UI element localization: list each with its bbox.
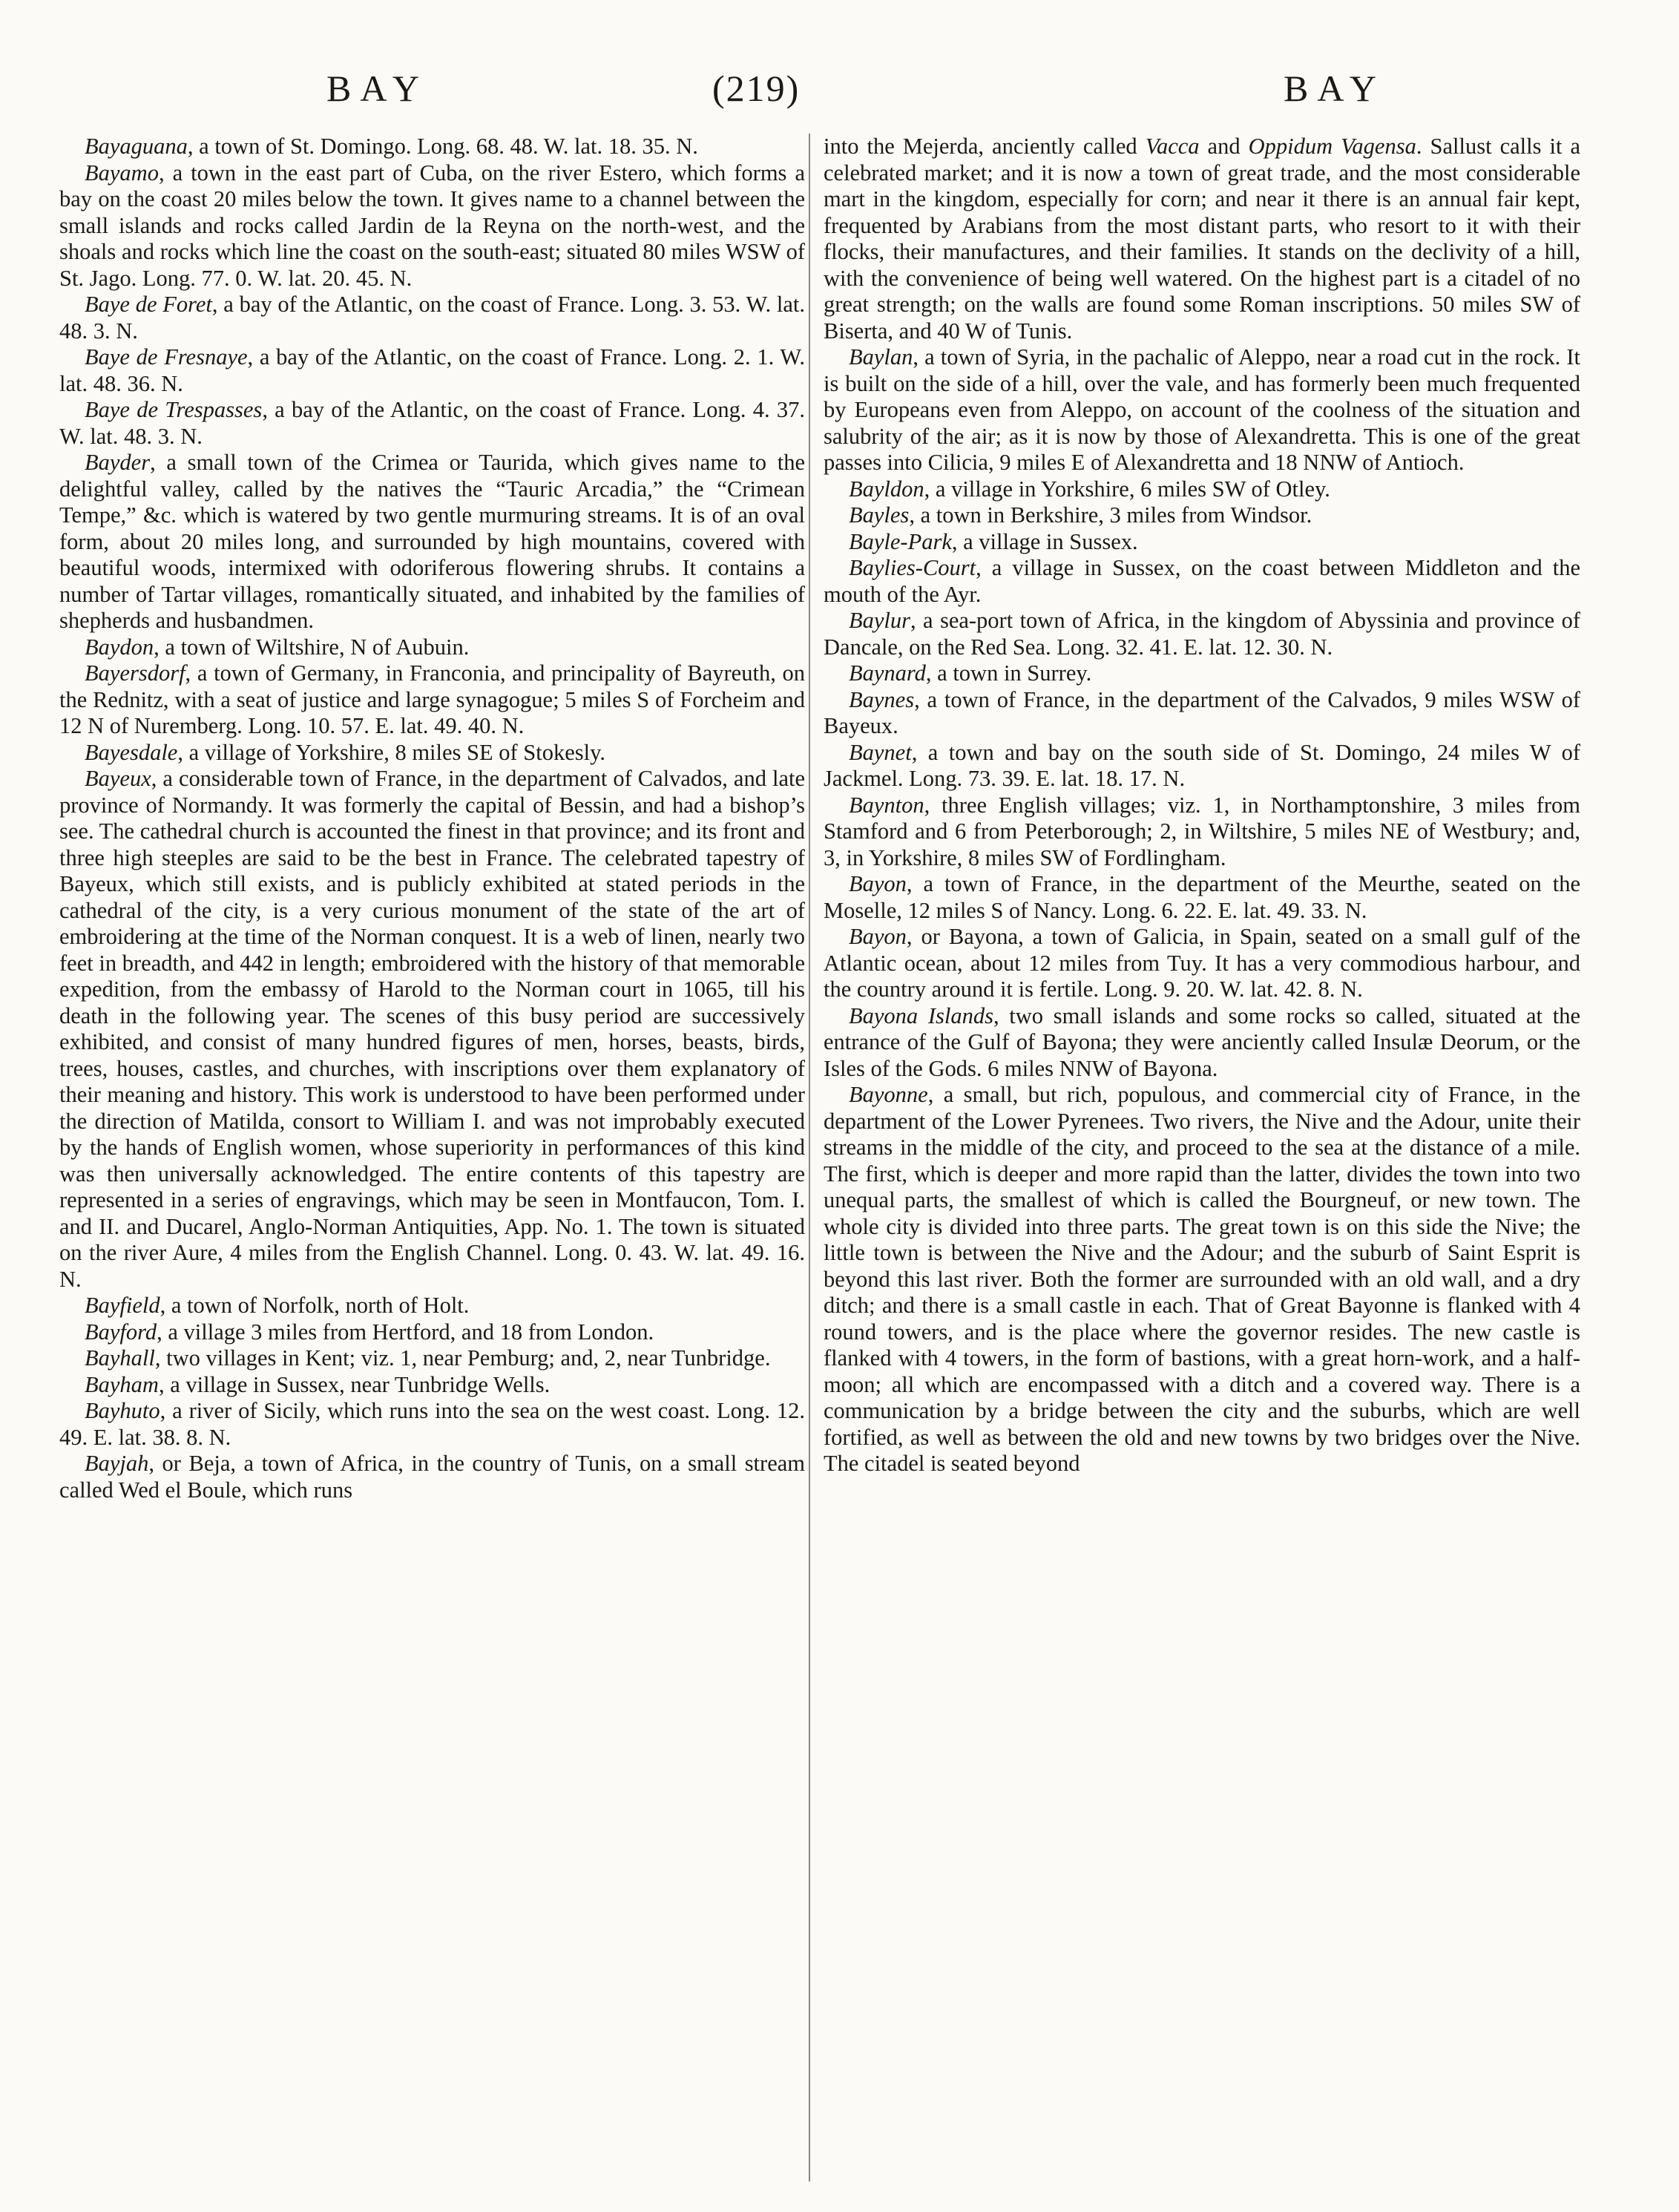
entry-text: , three English villages; viz. 1, in Northamptonshire, 3 miles from Stamford and 6 from Peterborough; 2, in Wiltshire, 5 miles NE of Westbury; and, 3, in Yorkshire, 8 miles SW of Fordlingham. (824, 792, 1580, 870)
entry-text: , a town of St. Domingo. Long. 68. 48. W. lat. 18. 35. N. (187, 134, 698, 159)
gazetteer-entry (824, 1003, 1580, 1083)
gazetteer-entry (59, 634, 805, 661)
entry-headword: Bayon (849, 871, 907, 896)
gazetteer-entry (59, 1372, 805, 1399)
running-head-right: BAY (1284, 68, 1385, 109)
entry-headword: Baynes (849, 686, 915, 712)
entry-text: , a village in Sussex, near Tunbridge Wells. (158, 1371, 551, 1397)
entry-text: , a village 3 miles from Hertford, and 18 from London. (157, 1319, 654, 1345)
entry-headword: Baylan (849, 344, 913, 370)
gazetteer-entry (824, 687, 1580, 740)
entry-text: , or Beja, a town of Africa, in the country of Tunis, on a small stream called Wed el Boule, which runs (59, 1451, 805, 1503)
entry-text: , a town of Norfolk, north of Holt. (160, 1293, 470, 1318)
gazetteer-entry (824, 502, 1580, 529)
gazetteer-entry (824, 555, 1580, 608)
gazetteer-entry (824, 1082, 1580, 1477)
entry-text: , or Bayona, a town of Galicia, in Spain, seated on a small gulf of the Atlantic ocean, about 12 miles from Tuy. It has a very commodious harbour, and the country around it is fertile. Long. 9. 20. W. lat. 42. 8. N. (824, 924, 1580, 1002)
gazetteer-entry (59, 397, 805, 450)
continued-entry: into the Mejerda, anciently called Vacca and Oppidum Vagensa. Sallust calls it a celebrated market; and it is now a town of great trade, and the most considerable mart in the kingdom, especially for corn; and near it there is an annual fair kept, frequented by Arabians from the most distant parts, who resort to it with their flocks, their manufactures, and their families. It stands on the declivity of a hill, with the convenience of being well watered. On the highest part is a citadel of no great strength; on the walls are found some Roman inscriptions. 50 miles SW of Biserta, and 40 W of Tunis. (824, 134, 1580, 344)
entry-headword: Bayldon (849, 476, 924, 502)
entry-headword: Baye de Foret (85, 292, 212, 317)
gazetteer-entry (59, 740, 805, 767)
entry-headword: Bayona Islands (849, 1002, 993, 1028)
entry-headword: Bayham (85, 1371, 159, 1397)
entry-headword: Bayersdorf (85, 660, 185, 686)
gazetteer-entry (59, 450, 805, 634)
entry-text: , a considerable town of France, in the department of Calvados, and late province of Normandy. It was formerly the capital of Bessin, and had a bishop’s see. The cathedral church is accounted the finest in that province; and its front and three high steeples are said to be the best in France. The celebrated tapestry of Bayeux, which still exists, and is publicly exhibited at stated periods in the cathedral of the city, is a very curious monument of the state of the art of embroidering at the time of the Norman conquest. It is a web of linen, nearly two feet in breadth, and 442 in length; embroidered with the history of that memorable expedition, from the embassy of Harold to the Norman court in 1065, till his death in the following year. The scenes of this busy period are successively exhibited, and consist of many hundred figures of men, horses, beasts, birds, trees, houses, castles, and churches, with inscriptions over them explanatory of their meaning and history. This work is understood to have been performed under the direction of Matilda, consort to William I. and was not improbably executed by the hands of English women, whose superiority in performances of this kind was then universally acknowledged. The entire contents of this tapestry are represented in a series of engravings, which may be seen in Montfaucon, Tom. I. and II. and Ducarel, Anglo-Norman Antiquities, App. No. 1. The town is situated on the river Aure, 4 miles from the English Channel. Long. 0. 43. W. lat. 49. 16. N. (59, 766, 805, 1292)
gazetteer-entry (59, 344, 805, 397)
entry-text: , a sea-port town of Africa, in the kingdom of Abyssinia and province of Dancale, on the Red Sea. Long. 32. 41. E. lat. 12. 30. N. (824, 608, 1580, 660)
entry-text: , a town in Berkshire, 3 miles from Windsor. (909, 502, 1312, 528)
entry-headword: Bayon (849, 924, 907, 949)
gazetteer-entry (59, 134, 805, 160)
entry-text: , a village in Yorkshire, 6 miles SW of Otley. (924, 476, 1330, 502)
entry-headword: Baylur (849, 608, 911, 633)
entry-headword: Baylies-Court (849, 555, 976, 580)
entry-text: , a town and bay on the south side of St. Domingo, 24 miles W of Jackmel. Long. 73. 39. E. lat. 18. 17. N. (824, 739, 1580, 791)
gazetteer-entry (824, 792, 1580, 872)
gazetteer-entry (59, 1398, 805, 1451)
entry-text: , a town in the east part of Cuba, on the river Estero, which forms a bay on the coast 20 miles below the town. It gives name to a channel between the small islands and rocks called Jardin de la Reyna on the north-west, and the shoals and rocks which line the coast on the south-east; situated 80 miles WSW of St. Jago. Long. 77. 0. W. lat. 20. 45. N. (59, 160, 805, 291)
gazetteer-entry (824, 476, 1580, 503)
gazetteer-entry (59, 160, 805, 292)
entry-headword: Bayjah (85, 1451, 149, 1476)
entry-headword: Baydon (85, 634, 154, 660)
entry-headword: Bayonne (849, 1082, 928, 1107)
page-header (0, 62, 1679, 129)
column-divider (809, 134, 810, 2182)
entry-headword: Bayder (85, 450, 151, 475)
entry-text: , a bay of the Atlantic, on the coast of France. Long. 2. 1. W. lat. 48. 36. N. (59, 344, 805, 396)
entry-text: , a small town of the Crimea or Taurida, which gives name to the delightful valley, called by the natives the “Tauric Arcadia,” the “Crimean Tempe,” &c. which is watered by two gentle murmuring streams. It is of an oval form, about 20 miles long, and surrounded by high mountains, covered with beautiful woods, intermixed with odoriferous flowering shrubs. It contains a number of Tartar villages, romantically situated, and inhabited by the families of shepherds and husbandmen. (59, 450, 805, 633)
entry-text: , a town in Surrey. (925, 660, 1092, 686)
entry-text: , a town of Germany, in Franconia, and principality of Bayreuth, on the Rednitz, with a seat of justice and large synagogue; 5 miles S of Forcheim and 12 N of Nuremberg. Long. 10. 57. E. lat. 49. 40. N. (59, 660, 805, 738)
entry-headword: Bayhuto (85, 1398, 160, 1423)
running-head-left: BAY (326, 68, 428, 109)
entry-headword: Baye de Fresnaye (85, 344, 248, 370)
entry-text: , a bay of the Atlantic, on the coast of France. Long. 3. 53. W. lat. 48. 3. N. (59, 292, 805, 344)
entry-text: , a town of France, in the department of the Calvados, 9 miles WSW of Bayeux. (824, 686, 1580, 738)
entry-headword: Bayles (849, 502, 910, 528)
entry-text: , a town of France, in the department of the Meurthe, seated on the Moselle, 12 miles S of Nancy. Long. 6. 22. E. lat. 49. 33. N. (824, 871, 1580, 923)
gazetteer-entry (59, 1319, 805, 1346)
gazetteer-entry (824, 871, 1580, 924)
entry-headword: Bayeux (85, 766, 151, 791)
entry-headword: Baynard (849, 660, 926, 686)
entry-headword: Bayford (85, 1319, 157, 1345)
entry-headword: Bayamo (85, 160, 159, 186)
gazetteer-entry (824, 344, 1580, 476)
gazetteer-entry (824, 924, 1580, 1003)
gazetteer-entry (59, 1345, 805, 1372)
gazetteer-entry (59, 766, 805, 1293)
gazetteer-entry (59, 1293, 805, 1319)
gazetteer-entry (59, 660, 805, 740)
gazetteer-entry (59, 1451, 805, 1503)
entry-text: , a bay of the Atlantic, on the coast of France. Long. 4. 37. W. lat. 48. 3. N. (59, 397, 805, 449)
gazetteer-entry (59, 292, 805, 344)
entry-text: , a village in Sussex, on the coast between Middleton and the mouth of the Ayr. (824, 555, 1580, 607)
entry-text: , a small, but rich, populous, and commercial city of France, in the department of the Lower Pyrenees. Two rivers, the Nive and the Adour, unite their streams in the middle of the city, and proceed to the sea at the distance of a mile. The first, which is deeper and more rapid than the latter, divides the town into two unequal parts, the smallest of which is called the Bourgneuf, or new town. The whole city is divided into three parts. The great town is on this side the Nive; the little town is between the Nive and the Adour; and the suburb of Saint Esprit is beyond this last river. Both the former are surrounded with an old wall, and a dry ditch; and there is a small castle in each. That of Great Bayonne is flanked with 4 round towers, and is the place where the governor resides. The new castle is flanked with 4 towers, in the form of bastions, with a great horn-work, and a half-moon; all which are encompassed with a ditch and a covered way. There is a communication by a bridge between the city and the suburbs, which are well fortified, as well as between the old and new towns by two bridges over the Nive. The citadel is seated beyond (824, 1082, 1580, 1476)
gazetteer-entry (824, 608, 1580, 660)
entry-text: , two villages in Kent; viz. 1, near Pemburg; and, 2, near Tunbridge. (154, 1345, 771, 1371)
entry-text: , two small islands and some rocks so called, situated at the entrance of the Gulf of Bayona; they were anciently called Insulæ Deorum, or the Isles of the Gods. 6 miles NNW of Bayona. (824, 1002, 1580, 1081)
page-number: (219) (712, 68, 801, 109)
gazetteer-entry (824, 529, 1580, 556)
entry-headword: Bayfield (85, 1293, 160, 1318)
entry-text: , a village in Sussex. (951, 528, 1138, 554)
entry-headword: Baynton (849, 792, 924, 818)
gazetteer-entry (824, 660, 1580, 687)
entry-headword: Bayhall (85, 1345, 155, 1371)
entry-headword: Bayaguana (85, 134, 188, 159)
entry-headword: Bayesdale (85, 739, 178, 765)
entry-headword: Baye de Trespasses (85, 397, 263, 422)
entry-text: , a town of Wiltshire, N of Aubuin. (154, 634, 470, 660)
right-column (824, 134, 1580, 2174)
entry-headword: Bayle-Park (849, 528, 952, 554)
left-column (59, 134, 805, 2174)
gazetteer-entry (824, 740, 1580, 792)
entry-headword: Baynet (849, 739, 912, 765)
entry-text: , a river of Sicily, which runs into the sea on the west coast. Long. 12. 49. E. lat. 38. 8. N. (59, 1398, 805, 1450)
entry-text: , a town of Syria, in the pachalic of Aleppo, near a road cut in the rock. It is built on the side of a hill, over the vale, and has formerly been much frequented by Europeans even from Aleppo, on account of the coolness of the situation and salubrity of the air; as it is now by those of Alexandretta. This is one of the great passes into Cilicia, 9 miles E of Alexandretta and 18 NNW of Antioch. (824, 344, 1580, 475)
entry-text: , a village of Yorkshire, 8 miles SE of Stokesly. (177, 739, 605, 765)
